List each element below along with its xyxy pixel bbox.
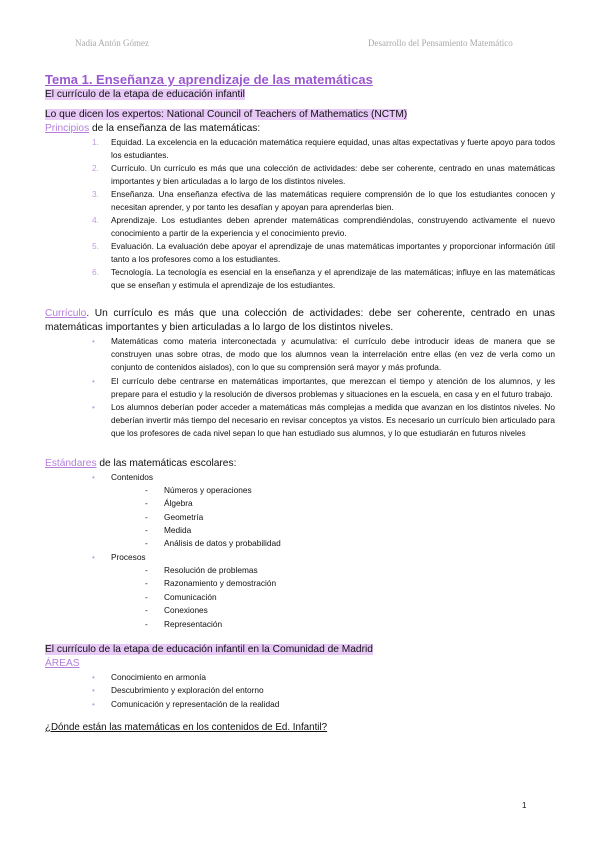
- standards-subitem-text: Resolución de problemas: [164, 565, 258, 576]
- principles-link[interactable]: Principios: [45, 123, 90, 134]
- bullet-icon: •: [92, 376, 95, 386]
- standards-subitem: [145, 604, 555, 617]
- document-body: [45, 72, 555, 735]
- standards-subitem-text: Razonamiento y demostración: [164, 578, 277, 589]
- area-text: Conocimiento en armonía: [111, 672, 207, 683]
- standards-sublist: [111, 484, 555, 551]
- standards-subitem: [145, 524, 555, 537]
- area-text: Comunicación y representación de la realidad: [111, 698, 280, 709]
- principle-item: [92, 136, 555, 162]
- standards-subitem-text: Conexiones: [164, 605, 208, 616]
- dash-icon: -: [145, 484, 148, 495]
- standards-subitem: [145, 564, 555, 577]
- curriculum-bullet-text: El currículo debe centrarse en matemáticas importantes, que merezcan el tiempo y atención de los alumnos, y les prepare para el estudio y la resolución de diversos problemas y situaciones en la escuela, en casa y en el futuro trabajo.: [111, 375, 555, 399]
- principle-text: Enseñanza. Una enseñanza efectiva de las matemáticas requiere comprensión de lo que los estudiantes conocen y necesitan aprender, y por tanto les desafían y apoyan para aprenderlas bien.: [111, 189, 555, 212]
- bullet-icon: •: [92, 673, 95, 683]
- principle-text: Evaluación. La evaluación debe apoyar el aprendizaje de unas matemáticas importantes y proporcionar información útil tanto a los profesores como a los estudiantes.: [111, 241, 555, 264]
- principle-text: Currículo. Un currículo es más que una colección de actividades: debe ser coherente, centrado en unas matemáticas importantes y bien articuladas a lo largo de los distintos niveles.: [111, 163, 555, 186]
- curriculum-intro: Currículo. Un currículo es más que una colección de actividades: debe ser coherente, centrado en unas matemáticas importantes y bien articuladas a lo largo de los distintos niveles.: [45, 308, 555, 333]
- standards-group: [92, 471, 555, 551]
- header-author: Nadia Antón Gómez: [75, 38, 149, 48]
- principle-number: 6.: [92, 267, 99, 277]
- dash-icon: -: [145, 591, 148, 602]
- page-title: Tema 1. Enseñanza y aprendizaje de las matemáticas: [45, 72, 373, 87]
- principles-intro: Principios de la enseñanza de las matemáticas:: [45, 123, 261, 134]
- standards-subitem: [145, 537, 555, 550]
- standards-subitem: [145, 618, 555, 631]
- standards-subitem-text: Álgebra: [164, 498, 193, 509]
- standards-subitem: [145, 591, 555, 604]
- standards-group: [92, 551, 555, 631]
- principle-number: 4.: [92, 215, 99, 225]
- curriculum-bullet-text: Matemáticas como materia interconectada y acumulativa: el currículo debe introducir ideas de manera que se construyen unas sobre otras, de modo que los alumnos vean la interrelación entre ellas (en vez de verla como un conjunto de contenidos aislados), con lo que su comprensión será mayor y más profunda.: [111, 336, 555, 373]
- standards-subitem-text: Medida: [164, 525, 192, 536]
- area-item: [92, 671, 555, 684]
- area-text: Descubrimiento y exploración del entorno: [111, 685, 264, 696]
- dash-icon: -: [145, 498, 148, 509]
- dash-icon: -: [145, 538, 148, 549]
- standards-subitem-text: Geometría: [164, 511, 204, 522]
- principle-number: 3.: [92, 189, 99, 199]
- curriculum-list: [45, 335, 555, 441]
- dash-icon: -: [145, 618, 148, 629]
- question-heading: ¿Dónde están las matemáticas en los contenidos de Ed. Infantil?: [45, 721, 328, 733]
- standards-subitem: [145, 484, 555, 497]
- curriculum-bullet: [92, 401, 555, 441]
- dash-icon: -: [145, 605, 148, 616]
- bullet-icon: •: [92, 552, 95, 562]
- standards-subitem: [145, 511, 555, 524]
- principle-item: [92, 266, 555, 292]
- standards-subitem-text: Representación: [164, 618, 223, 629]
- madrid-heading: El currículo de la etapa de educación infantil en la Comunidad de Madrid: [45, 644, 373, 656]
- principles-list: [45, 136, 555, 292]
- principle-item: [92, 214, 555, 240]
- bullet-icon: •: [92, 403, 95, 413]
- principle-text: Aprendizaje. Los estudiantes deben aprender matemáticas comprendiéndolas, construyendo activamente el nuevo conocimiento a partir de la experiencia y el conocimiento previo.: [111, 215, 555, 238]
- principle-text: Equidad. La excelencia en la educación matemática requiere equidad, unas altas expectativas y fuerte apoyo para todos los estudiantes.: [111, 137, 555, 160]
- page-number: 1: [522, 801, 527, 810]
- bullet-icon: •: [92, 337, 95, 346]
- standards-link[interactable]: Estándares: [45, 457, 97, 469]
- areas-link[interactable]: ÁREAS: [45, 658, 80, 670]
- dash-icon: -: [145, 525, 148, 536]
- areas-list: [45, 671, 555, 711]
- standards-subitem-text: Números y operaciones: [164, 484, 252, 495]
- standards-subitem: [145, 577, 555, 590]
- bullet-icon: •: [92, 472, 95, 482]
- standards-group-label: Procesos: [111, 551, 146, 562]
- principle-number: 5.: [92, 241, 99, 251]
- standards-list: [45, 471, 555, 631]
- principle-item: [92, 162, 555, 188]
- principle-item: [92, 188, 555, 214]
- experts-heading: Lo que dicen los expertos: National Council of Teachers of Mathematics (NCTM): [45, 109, 408, 120]
- principle-item: [92, 240, 555, 266]
- dash-icon: -: [145, 511, 148, 522]
- dash-icon: -: [145, 578, 148, 589]
- standards-group-label: Contenidos: [111, 471, 153, 482]
- bullet-icon: •: [92, 686, 95, 696]
- standards-subitem-text: Comunicación: [164, 591, 217, 602]
- standards-sublist: [111, 564, 555, 631]
- principle-text: Tecnología. La tecnología es esencial en la enseñanza y el aprendizaje de las matemáticas; influye en las matemáticas que se enseñan y estimula el aprendizaje de los estudiantes.: [111, 267, 555, 290]
- bullet-icon: •: [92, 699, 95, 709]
- header-course: Desarrollo del Pensamiento Matemático: [368, 38, 513, 48]
- principle-number: 2.: [92, 163, 99, 173]
- area-item: [92, 684, 555, 697]
- dash-icon: -: [145, 565, 148, 576]
- standards-subitem-text: Análisis de datos y probabilidad: [164, 538, 281, 549]
- section-heading-curriculum: El currículo de la etapa de educación infantil: [45, 89, 245, 100]
- principle-number: 1.: [92, 137, 99, 147]
- standards-subitem: [145, 497, 555, 510]
- curriculum-bullet: [92, 375, 555, 401]
- area-item: [92, 698, 555, 711]
- standards-intro: Estándares de las matemáticas escolares:: [45, 457, 237, 469]
- curriculum-bullet-text: Los alumnos deberían poder acceder a matemáticas más complejas a medida que avanzan en los distintos niveles. No deberían invertir más tiempo del necesario en revisar conceptos ya vistos. Es necesario un currículo bien articulado para que los profesores de cada nivel sepan lo que han estudiado sus alumnos, y lo que estudiarán en futuros niveles: [111, 402, 555, 439]
- curriculum-bullet: [92, 335, 555, 375]
- curriculum-link[interactable]: Currículo: [45, 308, 87, 319]
